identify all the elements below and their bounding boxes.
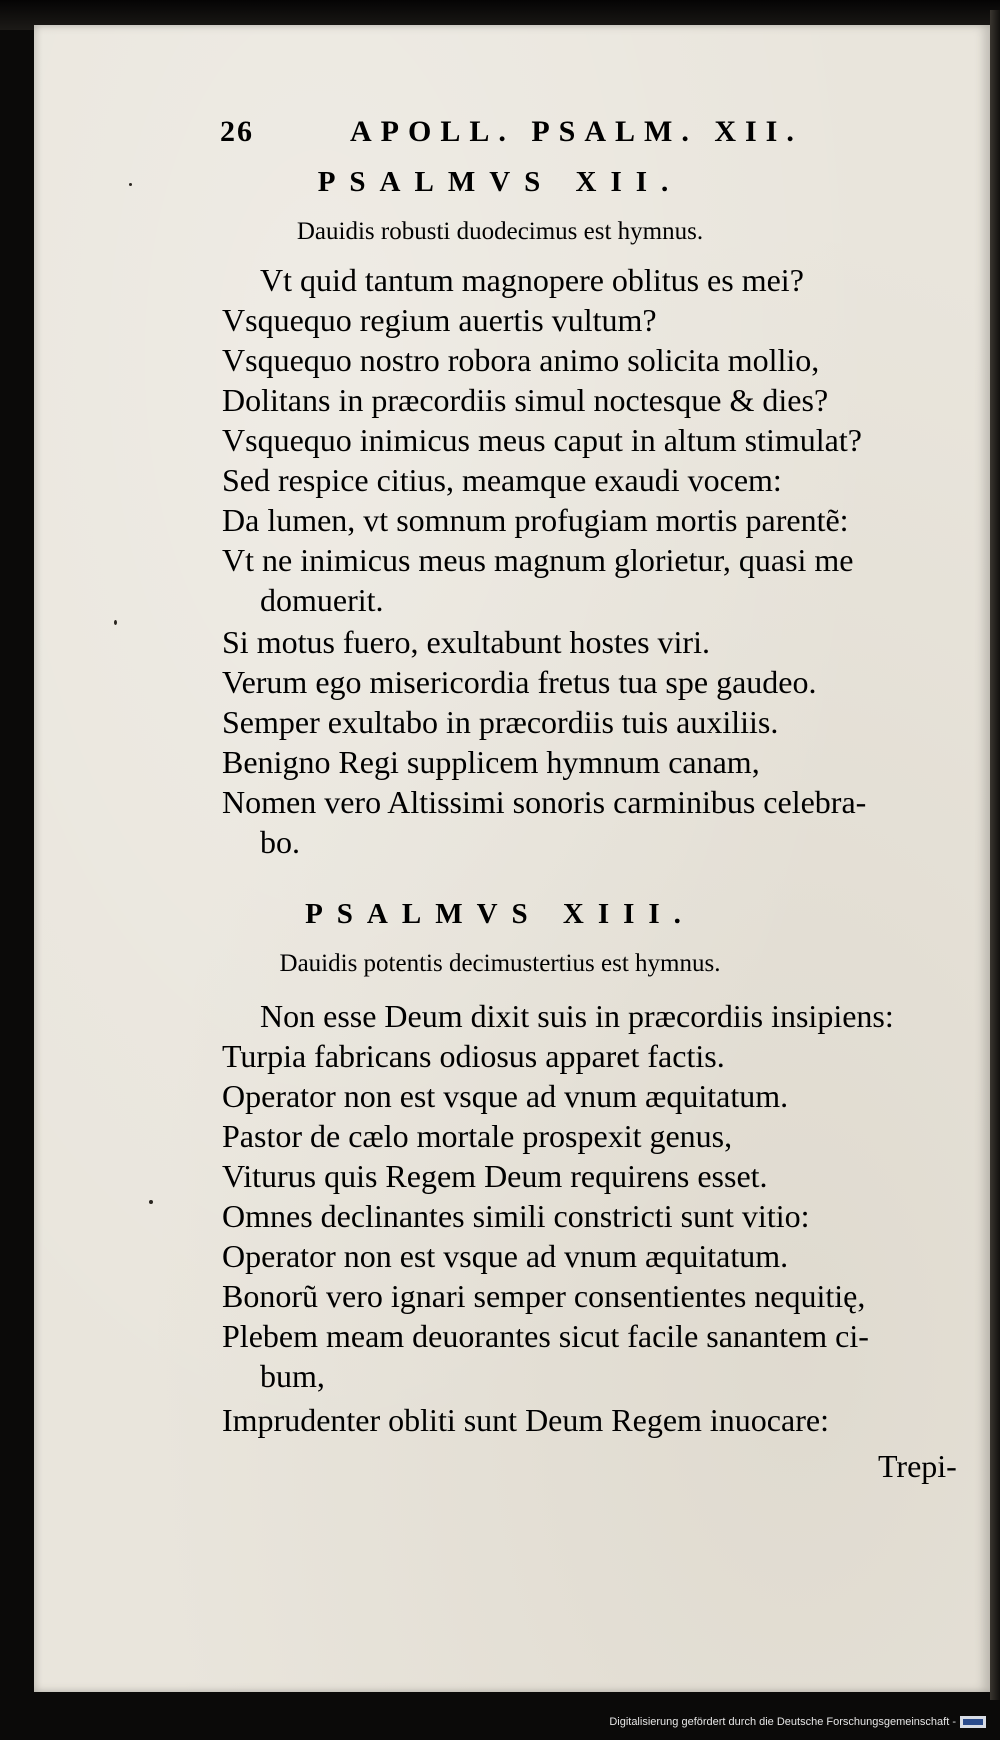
verse-line-continuation: bo. [260, 824, 300, 860]
verse-line: Sed respice citius, meamque exaudi vocem: [222, 462, 782, 498]
verse-line: Plebem meam deuorantes sicut facile sanantem ci- [222, 1318, 869, 1354]
psalm-12-heading: PSALMVS XII. [317, 166, 683, 198]
verse-line: Benigno Regi supplicem hymnum canam, [222, 744, 760, 780]
verse-line: Bonorũ vero ignari semper consentientes nequitię, [222, 1278, 866, 1314]
running-title: APOLL. PSALM. XII. [350, 115, 803, 148]
verse-line: Vt ne inimicus meus magnum glorietur, quasi me [222, 542, 854, 578]
verse-line: Operator non est vsque ad vnum æquitatum. [222, 1238, 789, 1274]
verse-line: Si motus fuero, exultabunt hostes viri. [222, 624, 710, 660]
scan-right-border [990, 10, 1000, 1700]
paper-speck [149, 1200, 153, 1204]
verse-line: Vsquequo regium auertis vultum? [222, 302, 657, 338]
verse-line: Omnes declinantes simili constricti sunt vitio: [222, 1198, 810, 1234]
verse-line: Non esse Deum dixit suis in præcordiis insipiens: [260, 998, 894, 1034]
psalm-13-heading: PSALMVS XIII. [305, 898, 695, 930]
credit-text: Digitalisierung gefördert durch die Deutsche Forschungsgemeinschaft - [609, 1716, 956, 1728]
verse-line: Imprudenter obliti sunt Deum Regem inuocare: [222, 1402, 829, 1438]
verse-line-continuation: domuerit. [260, 582, 384, 618]
psalm-12-subheading: Dauidis robusti duodecimus est hymnus. [296, 218, 704, 245]
digitization-credit [609, 1716, 986, 1728]
verse-line: Viturus quis Regem Deum requirens esset. [222, 1158, 768, 1194]
verse-line: Semper exultabo in præcordiis tuis auxiliis. [222, 704, 779, 740]
verse-line: Dolitans in præcordiis simul noctesque & dies? [222, 382, 829, 418]
verse-line: Operator non est vsque ad vnum æquitatum. [222, 1078, 789, 1114]
verse-line: Da lumen, vt somnum profugiam mortis parentẽ: [222, 502, 849, 538]
verse-line: Vsquequo nostro robora animo solicita mollio, [222, 342, 820, 378]
paper-speck [114, 620, 117, 625]
verse-line: Vt quid tantum magnopere oblitus es mei? [260, 262, 804, 298]
page-number: 26 [220, 115, 254, 148]
verse-line-continuation: bum, [260, 1358, 325, 1394]
verse-line: Nomen vero Altissimi sonoris carminibus celebra- [222, 784, 867, 820]
verse-line: Verum ego misericordia fretus tua spe gaudeo. [222, 664, 817, 700]
running-head [220, 115, 870, 155]
verse-line: Pastor de cælo mortale prospexit genus, [222, 1118, 733, 1154]
verse-line: Turpia fabricans odiosus apparet factis. [222, 1038, 725, 1074]
psalm-13-subheading: Dauidis potentis decimustertius est hymnus. [279, 950, 721, 977]
verse-line: Vsquequo inimicus meus caput in altum stimulat? [222, 422, 862, 458]
catchword: Trepi- [878, 1448, 957, 1484]
dfg-logo-icon [960, 1716, 986, 1728]
